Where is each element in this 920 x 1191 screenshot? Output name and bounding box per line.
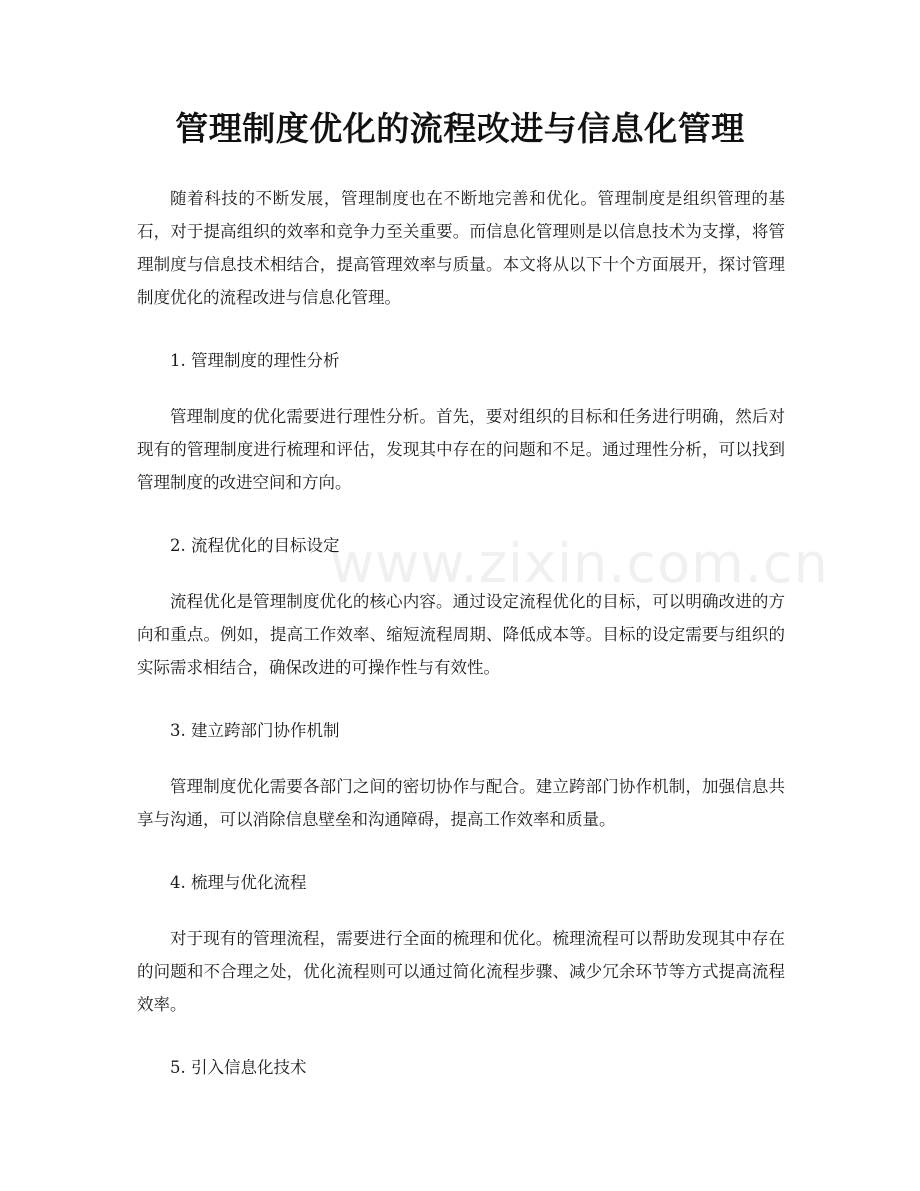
section-heading-2: 2. 流程优化的目标设定 [170,536,340,555]
document-title: 管理制度优化的流程改进与信息化管理 [175,109,745,148]
watermark: www.zixin.com.cn [330,532,829,595]
section-paragraph-2: 流程优化是管理制度优化的核心内容。通过设定流程优化的目标，可以明确改进的方向和重点。例如，提高工作效率、缩短流程周期、降低成本等。目标的设定需要与组织的实际需求相结合，确保改进的可操作性与有效性。 [137,592,785,677]
section-heading-1: 1. 管理制度的理性分析 [170,351,340,370]
intro-paragraph: 随着科技的不断发展，管理制度也在不断地完善和优化。管理制度是组织管理的基石，对于提高组织的效率和竞争力至关重要。而信息化管理则是以信息技术为支撑，将管理制度与信息技术相结合，提高管理效率与质量。本文将从以下十个方面展开，探讨管理制度优化的流程改进与信息化管理。 [137,189,785,307]
section-paragraph-4: 对于现有的管理流程，需要进行全面的梳理和优化。梳理流程可以帮助发现其中存在的问题和不合理之处，优化流程则可以通过简化流程步骤、减少冗余环节等方式提高流程效率。 [137,929,785,1014]
document-body [137,182,785,1107]
section-heading-5: 5. 引入信息化技术 [170,1058,307,1077]
section-heading-3: 3. 建立跨部门协作机制 [170,721,340,740]
section-heading-4: 4. 梳理与优化流程 [170,873,307,892]
section-paragraph-1: 管理制度的优化需要进行理性分析。首先，要对组织的目标和任务进行明确，然后对现有的管理制度进行梳理和评估，发现其中存在的问题和不足。通过理性分析，可以找到管理制度的改进空间和方向。 [137,407,785,492]
section-paragraph-3: 管理制度优化需要各部门之间的密切协作与配合。建立跨部门协作机制，加强信息共享与沟通，可以消除信息壁垒和沟通障碍，提高工作效率和质量。 [137,777,785,829]
